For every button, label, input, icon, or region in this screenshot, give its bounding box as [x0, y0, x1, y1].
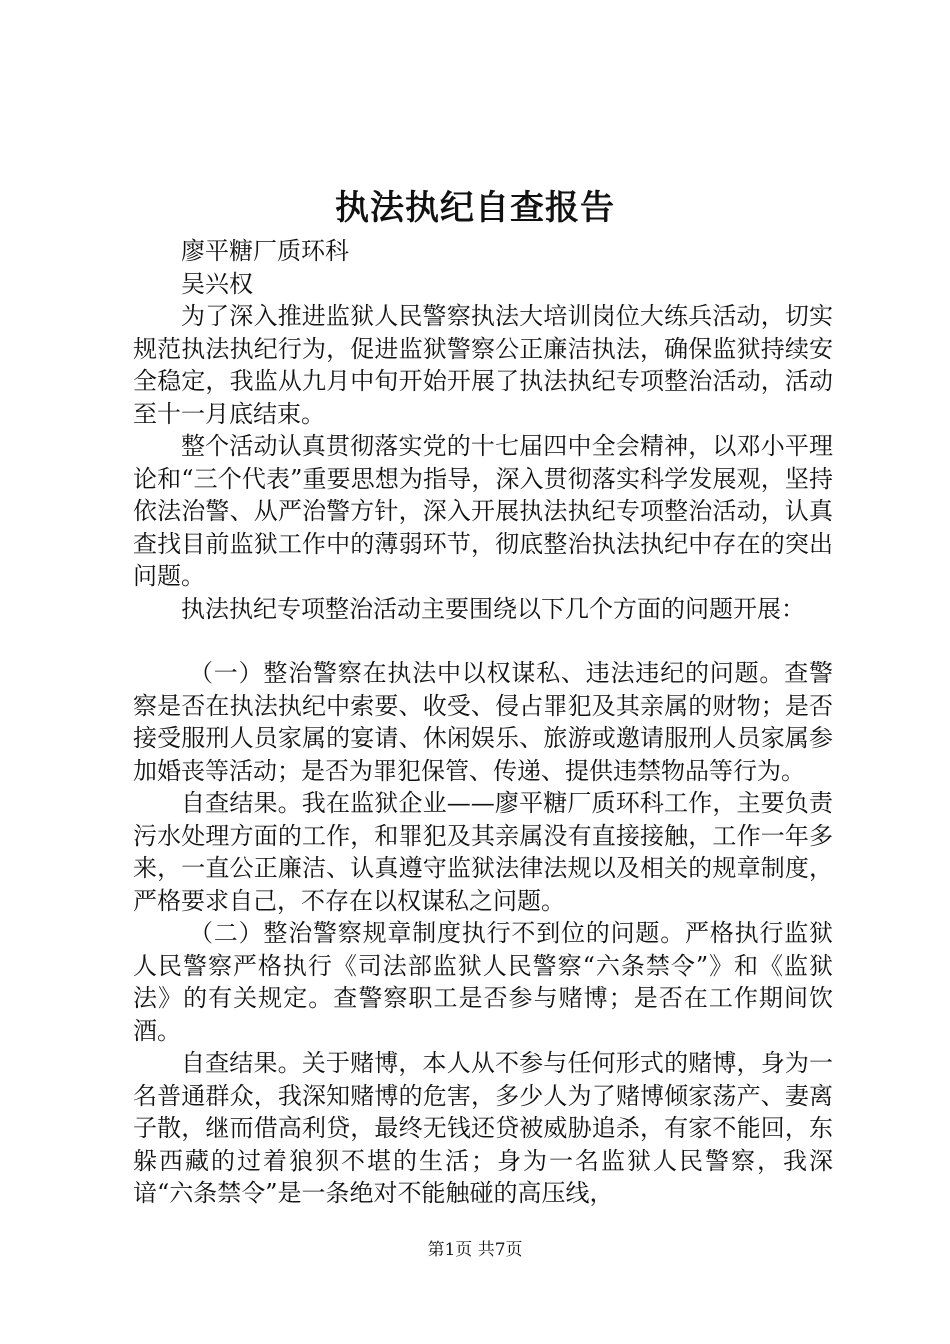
author-name: 吴兴权	[181, 269, 253, 298]
paragraph-guidance: 整个活动认真贯彻落实党的十七届四中全会精神，以邓小平理论和“三个代表”重要思想为指导，深入贯彻落实科学发展观，坚持依法治警、从严治警方针，深入开展执法执纪专项整治活动，认真查找目前监狱工作中的薄弱环节，彻底整治执法执纪中存在的突出问题。	[133, 432, 833, 590]
document-body	[133, 235, 833, 1210]
paragraph-result-two: 自查结果。关于赌博，本人从不参与任何形式的赌博，身为一名普通群众，我深知赌博的危害，多少人为了赌博倾家荡产、妻离子散，继而借高利贷，最终无钱还贷被威胁追杀，有家不能回，东躲西藏的过着狼狈不堪的生活；身为一名监狱人民警察，我深谙“六条禁令”是一条绝对不能触碰的高压线，	[133, 1049, 833, 1207]
blank-line	[133, 625, 833, 657]
paragraph-intro: 为了深入推进监狱人民警察执法大培训岗位大练兵活动，切实规范执法执纪行为，促进监狱警察公正廉洁执法，确保监狱持续安全稳定，我监从九月中旬开始开展了执法执纪专项整治活动，活动至十一月底结束。	[133, 302, 833, 428]
paragraph-result-one: 自查结果。我在监狱企业——廖平糖厂质环科工作，主要负责污水处理方面的工作，和罪犯及其亲属没有直接接触，工作一年多来，一直公正廉洁、认真遵守监狱法律法规以及相关的规章制度，严格要求自己，不存在以权谋私之问题。	[133, 789, 833, 915]
page-number: 第1页 共7页	[427, 1240, 523, 1260]
paragraph-item-one: （一）整治警察在执法中以权谋私、违法违纪的问题。查警察是否在执法执纪中索要、收受、侵占罪犯及其亲属的财物；是否接受服刑人员家属的宴请、休闲娱乐、旅游或邀请服刑人员家属参加婚丧等活动；是否为罪犯保管、传递、提供违禁物品等行为。	[133, 659, 833, 785]
author-org: 廖平糖厂质环科	[181, 237, 349, 265]
document-title: 执法执纪自查报告	[335, 188, 615, 228]
paragraph-item-two: （二）整治警察规章制度执行不到位的问题。严格执行监狱人民警察严格执行《司法部监狱人民警察“六条禁令”》和《监狱法》的有关规定。查警察职工是否参与赌博；是否在工作期间饮酒。	[133, 919, 833, 1045]
paragraph-scope: 执法执纪专项整治活动主要围绕以下几个方面的问题开展：	[181, 594, 805, 623]
